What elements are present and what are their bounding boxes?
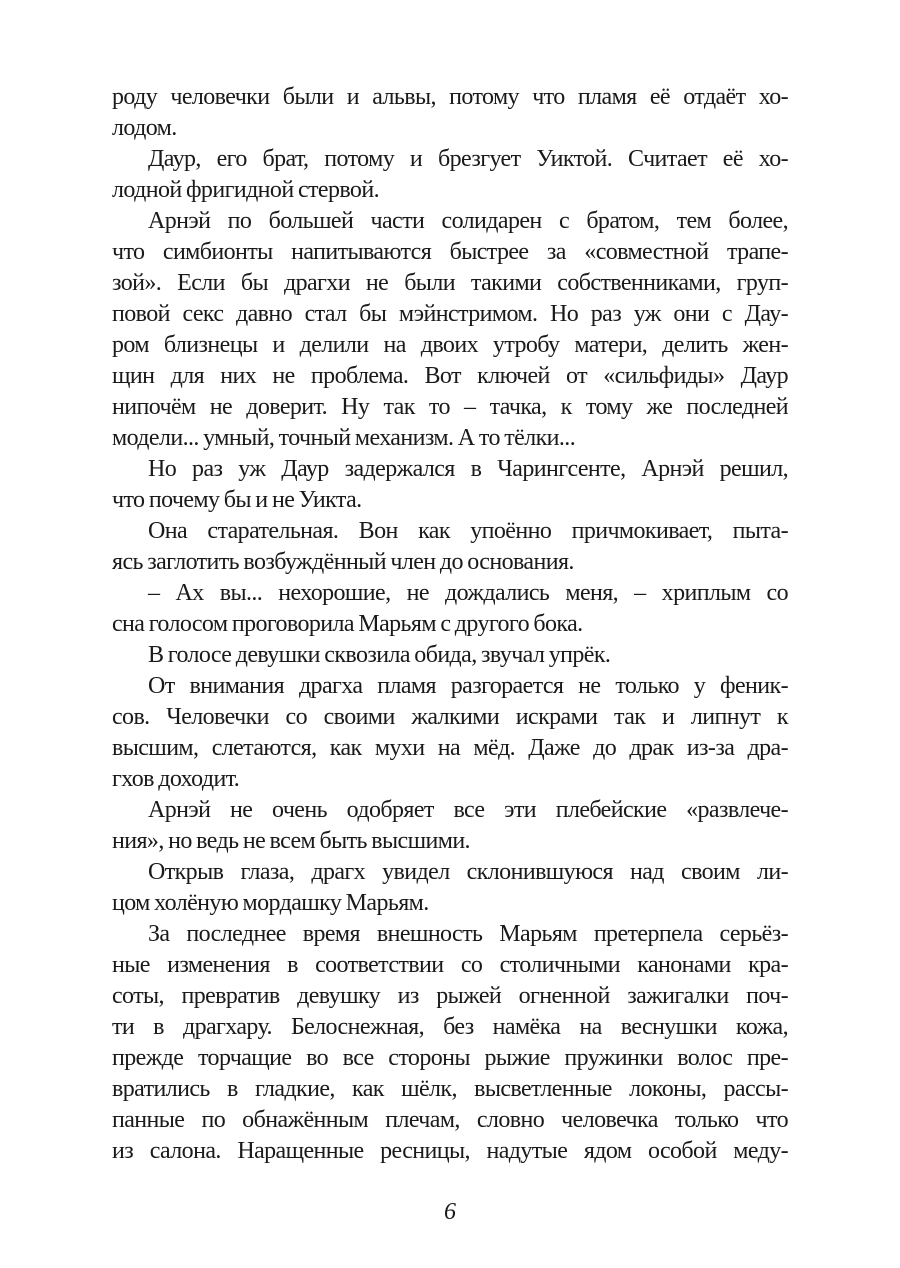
text-line: цом холёную мордашку Марьям. [112, 890, 429, 916]
paragraph [112, 640, 788, 671]
paragraph [112, 671, 788, 795]
text-line: из салона. Наращенные ресницы, надутые ядом особой меду- [112, 1138, 788, 1164]
text-line: Она старательная. Вон как упоённо причмокивает, пыта- [148, 518, 788, 544]
paragraph [112, 144, 788, 206]
text-line: зой». Если бы драгхи не были такими собственниками, груп- [112, 270, 788, 296]
text-line: От внимания драгха пламя разгорается не только у феник- [148, 673, 788, 699]
paragraph [112, 919, 788, 1167]
text-line: ясь заглотить возбуждённый член до основания. [112, 549, 574, 575]
paragraph [112, 82, 788, 144]
text-line: гхов доходит. [112, 766, 240, 792]
text-line: сов. Человечки со своими жалкими искрами так и липнут к [112, 704, 788, 730]
text-line: Но раз уж Даур задержался в Чарингсенте, Арнэй решил, [148, 456, 788, 482]
text-line: высшим, слетаются, как мухи на мёд. Даже до драк из-за дра- [112, 735, 788, 761]
book-page-text [112, 82, 788, 1167]
text-line: Арнэй по большей части солидарен с братом, тем более, [148, 208, 788, 234]
text-line: что симбионты напитываются быстрее за «совместной трапе- [112, 239, 788, 265]
text-line: соты, превратив девушку из рыжей огненной зажигалки поч- [112, 983, 788, 1009]
paragraph [112, 795, 788, 857]
text-line: За последнее время внешность Марьям претерпела серьёз- [148, 921, 788, 947]
text-line: модели... умный, точный механизм. А то тёлки... [112, 425, 576, 451]
text-line: ром близнецы и делили на двоих утробу матери, делить жен- [112, 332, 788, 358]
text-line: ные изменения в соответствии со столичными канонами кра- [112, 952, 788, 978]
text-line: Открыв глаза, драгх увидел склонившуюся над своим ли- [148, 859, 788, 885]
text-line: роду человечки были и альвы, потому что пламя её отдаёт хо- [112, 84, 788, 110]
paragraph [112, 206, 788, 454]
page-number: 6 [444, 1199, 456, 1225]
text-line: Арнэй не очень одобряет все эти плебейские «развлече- [148, 797, 788, 823]
text-line: Даур, его брат, потому и брезгует Уиктой. Считает её хо- [148, 146, 788, 172]
text-line: – Ах вы... нехорошие, не дождались меня, – хриплым со [148, 580, 788, 606]
text-line: сна голосом проговорила Марьям с другого бока. [112, 611, 583, 637]
text-line: ния», но ведь не всем быть высшими. [112, 828, 470, 854]
text-line: панные по обнажённым плечам, словно человечка только что [112, 1107, 788, 1133]
text-line: лодом. [112, 115, 177, 141]
text-line: прежде торчащие во все стороны рыжие пружинки волос пре- [112, 1045, 788, 1071]
paragraph [112, 857, 788, 919]
text-line: ти в драгхару. Белоснежная, без намёка на веснушки кожа, [112, 1014, 788, 1040]
paragraph [112, 516, 788, 578]
text-line: щин для них не проблема. Вот ключей от «сильфиды» Даур [112, 363, 788, 389]
text-line: что почему бы и не Уикта. [112, 487, 362, 513]
text-line: нипочём не доверит. Ну так то – тачка, к тому же последней [112, 394, 788, 420]
paragraph [112, 578, 788, 640]
text-line: В голосе девушки сквозила обида, звучал упрёк. [148, 642, 611, 668]
text-line: лодной фригидной стервой. [112, 177, 379, 203]
paragraph [112, 454, 788, 516]
text-line: повой секс давно стал бы мэйнстримом. Но раз уж они с Дау- [112, 301, 788, 327]
text-line: вратились в гладкие, как шёлк, высветленные локоны, рассы- [112, 1076, 788, 1102]
